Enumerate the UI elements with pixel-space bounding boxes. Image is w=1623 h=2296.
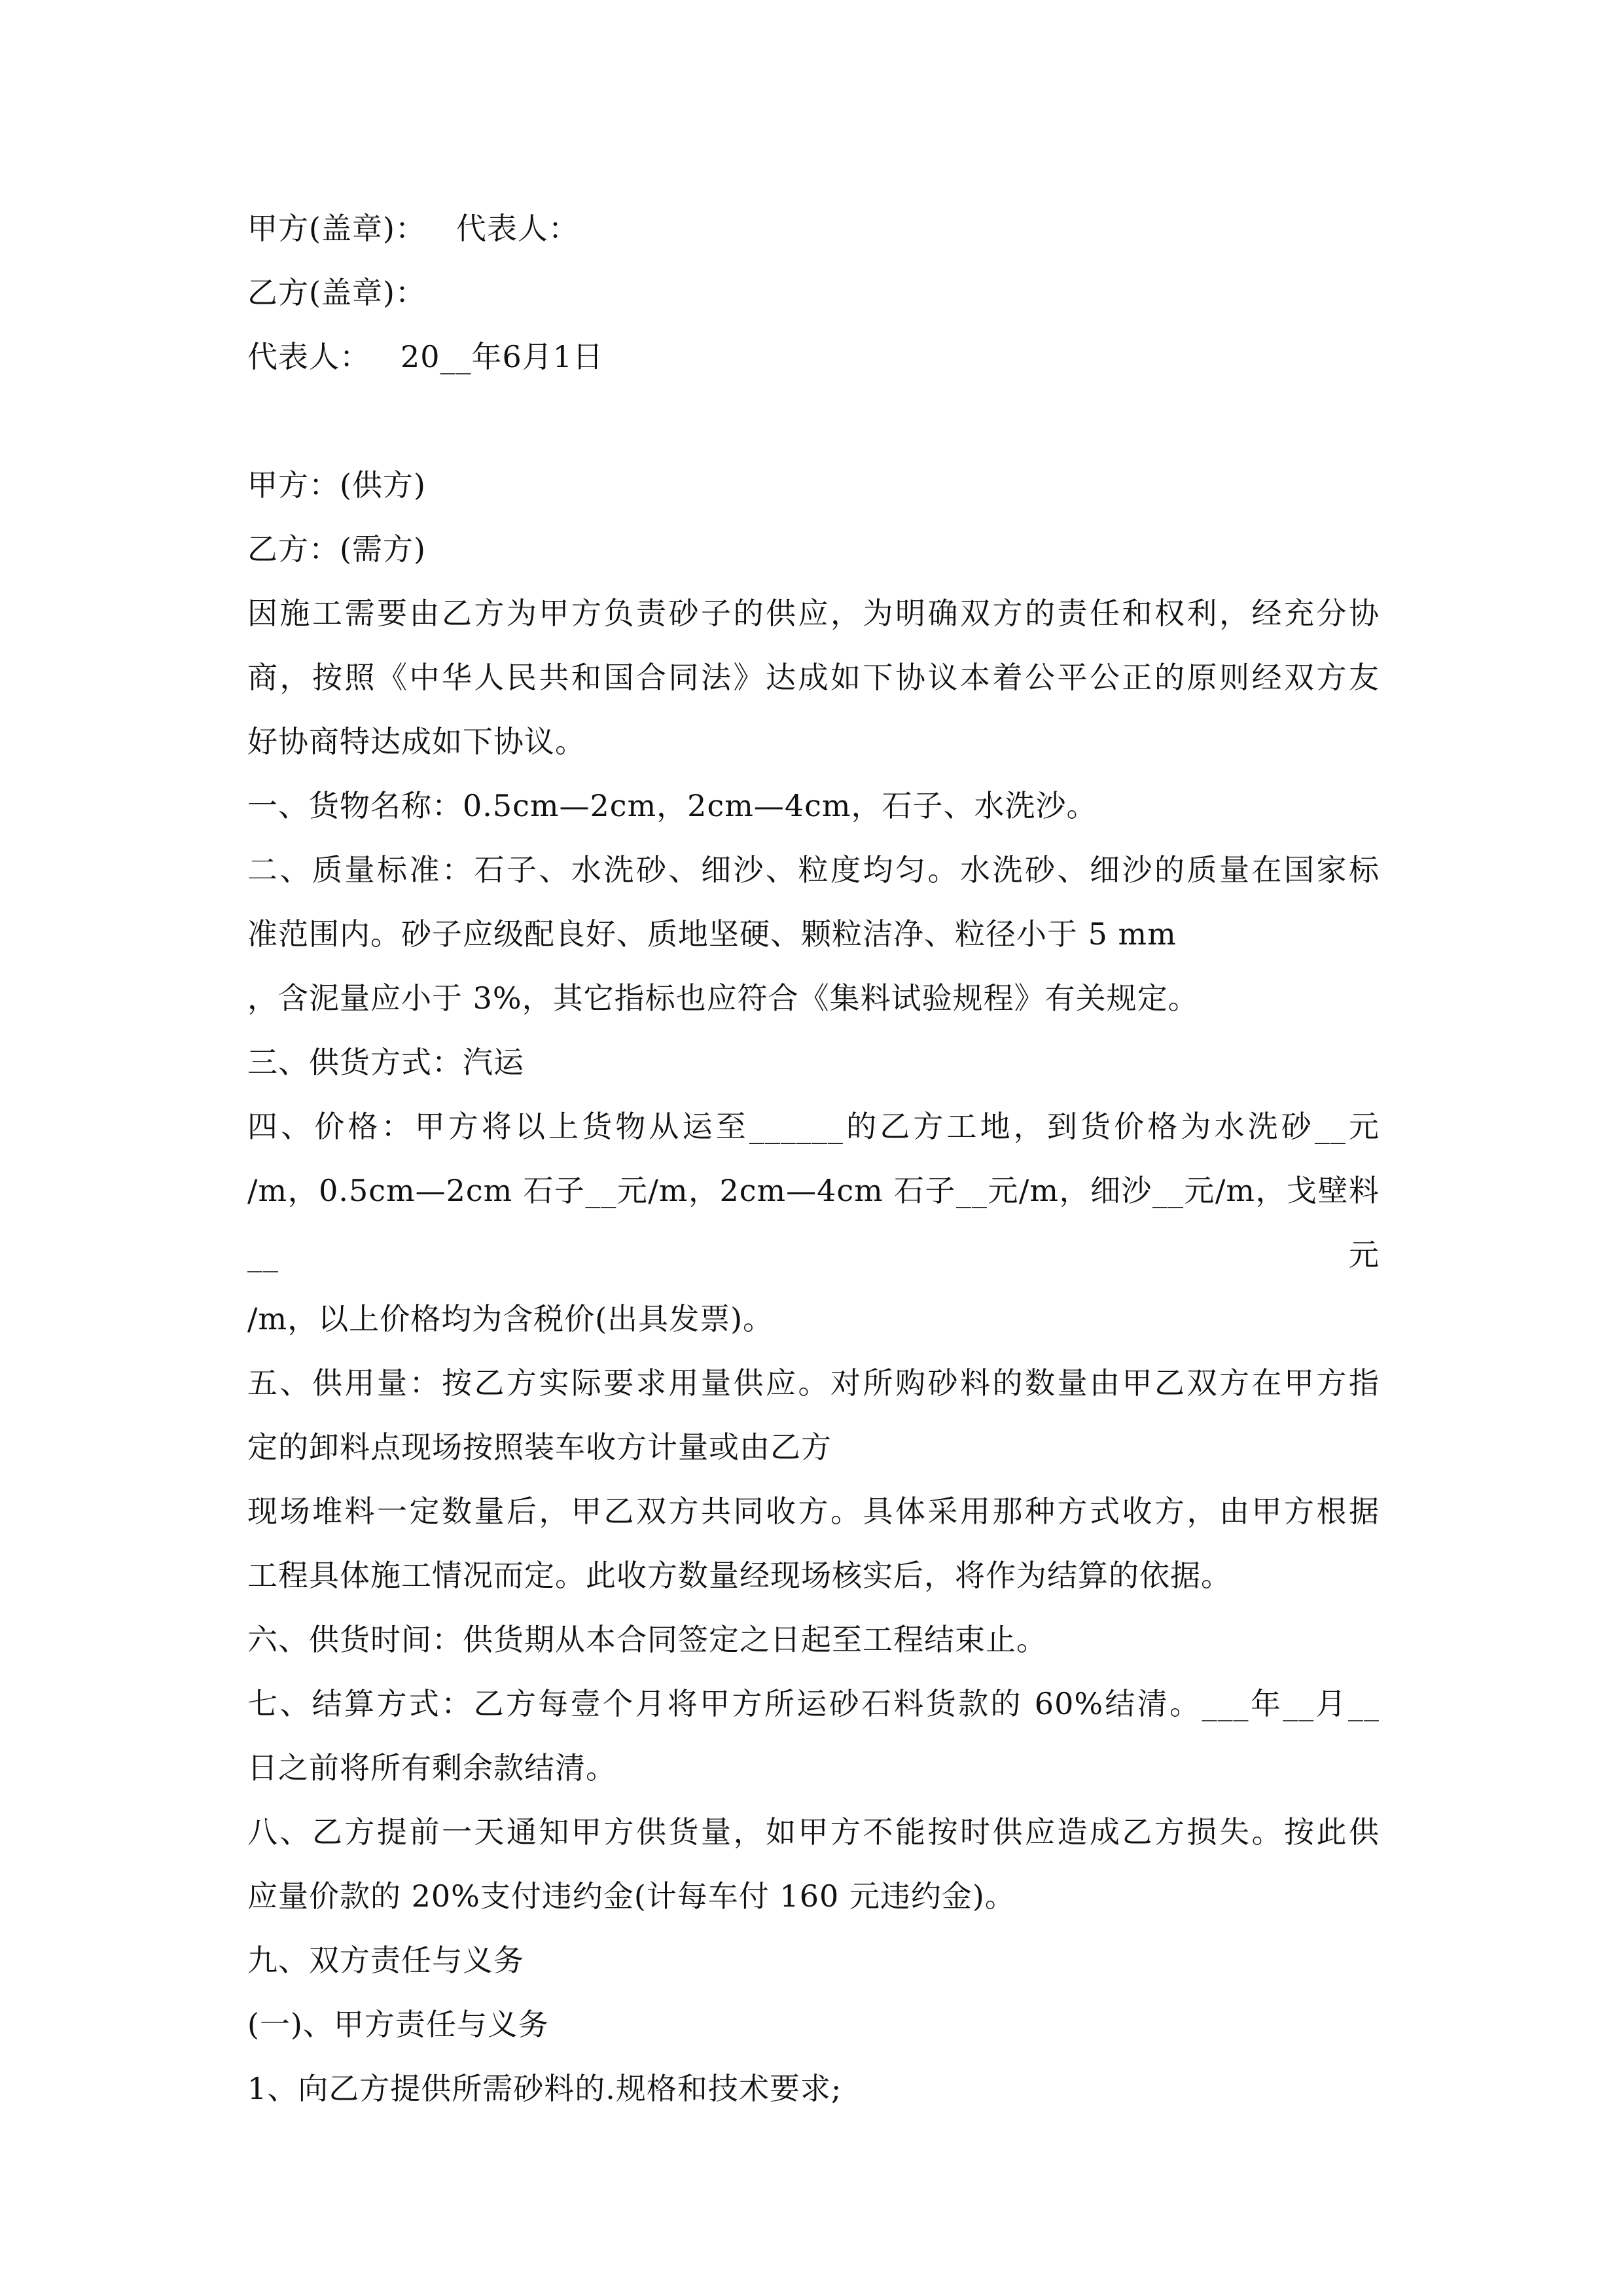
clause-5-quantity-line: 工程具体施工情况而定。此收方数量经现场核实后，将作为结算的依据。	[247, 1558, 1232, 1593]
signature-line-party-b: 乙方(盖章)：	[247, 275, 426, 310]
clause-4-price-line: /m，0.5cm—2cm 石子__元/m，2cm—4cm 石子__元/m，细沙__元/m，戈壁料__元	[247, 1173, 1380, 1272]
clause-5-quantity-line: 现场堆料一定数量后，甲乙双方共同收方。具体采用那种方式收方，由甲方根据	[247, 1494, 1380, 1529]
clause-2-quality-line: 准范围内。砂子应级配良好、质地坚硬、颗粒洁净、粒径小于 5 mm	[247, 916, 1177, 952]
representative-label: 代表人：	[247, 339, 370, 374]
signing-date: 20__年6月1日	[401, 339, 604, 374]
preamble-line: 好协商特达成如下协议。	[247, 724, 586, 759]
clause-9-heading: 九、双方责任与义务	[247, 1943, 524, 1978]
preamble-line: 因施工需要由乙方为甲方负责砂子的供应，为明确双方的责任和权利，经充分协	[247, 596, 1380, 631]
clause-9-item: 1、向乙方提供所需砂料的.规格和技术要求;	[247, 2071, 842, 2106]
clause-2-quality-line: ，含泥量应小于 3%，其它指标也应符合《集料试验规程》有关规定。	[247, 980, 1199, 1016]
signature-line-date	[247, 325, 1380, 389]
party-a-representative-label: 代表人：	[455, 211, 579, 246]
clause-5-quantity-line: 定的卸料点现场按照装车收方计量或由乙方	[247, 1429, 832, 1465]
clause-4-price-line: /m，以上价格均为含税价(出具发票)。	[247, 1301, 774, 1336]
clause-7-settlement-line: 日之前将所有剩余款结清。	[247, 1750, 616, 1785]
clause-7-settlement-line: 七、结算方式：乙方每壹个月将甲方所运砂石料货款的 60%结清。___年__月__	[247, 1686, 1380, 1721]
spacer	[247, 389, 1380, 453]
party-b-heading: 乙方：(需方)	[247, 531, 426, 567]
clause-4-price-line: 四、价格：甲方将以上货物从运至______的乙方工地，到货价格为水洗砂__元	[247, 1109, 1380, 1144]
preamble-line: 商，按照《中华人民共和国合同法》达成如下协议本着公平公正的原则经双方友	[247, 660, 1380, 695]
signature-line-party-a	[247, 196, 1380, 260]
clause-2-quality-line: 二、质量标准：石子、水洗砂、细沙、粒度均匀。水洗砂、细沙的质量在国家标	[247, 852, 1380, 888]
clause-6-delivery-time: 六、供货时间：供货期从本合同签定之日起至工程结束止。	[247, 1622, 1047, 1657]
clause-8-penalty-line: 八、乙方提前一天通知甲方供货量，如甲方不能按时供应造成乙方损失。按此供	[247, 1814, 1380, 1850]
clause-9-subheading: (一)、甲方责任与义务	[247, 2007, 549, 2042]
clause-3-delivery-method: 三、供货方式：汽运	[247, 1045, 524, 1080]
party-a-stamp-label: 甲方(盖章)：	[247, 211, 426, 246]
clause-8-penalty-line: 应量价款的 20%支付违约金(计每车付 160 元违约金)。	[247, 1878, 1016, 1914]
clause-5-quantity-line: 五、供用量：按乙方实际要求用量供应。对所购砂料的数量由甲乙双方在甲方指	[247, 1365, 1380, 1401]
document-body	[247, 196, 1380, 2121]
clause-1-goods-name: 一、货物名称：0.5cm—2cm，2cm—4cm，石子、水洗沙。	[247, 788, 1097, 823]
party-a-heading: 甲方：(供方)	[247, 467, 426, 503]
